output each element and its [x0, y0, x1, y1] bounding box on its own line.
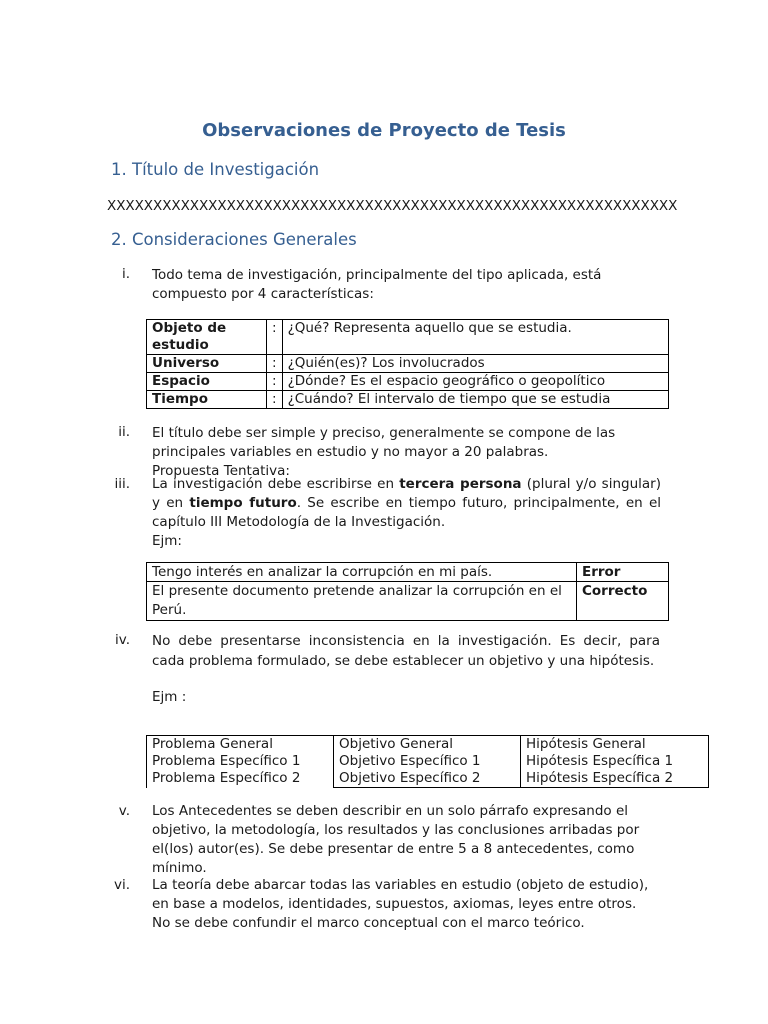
- item-ii-line2: principales variables en estudio y no mayor a 20 palabras.: [152, 444, 549, 460]
- verdict-cell: Correcto: [577, 582, 669, 621]
- item-number: iv.: [115, 632, 130, 648]
- item-iv-text: No debe presentarse inconsistencia en la investigación. Es decir, para cada problema formulado, se debe establecer un objetivo y una hipótesis.: [152, 633, 660, 669]
- table-row: [147, 373, 669, 391]
- item-number: i.: [121, 266, 130, 282]
- text-run: (plural y/o singular) y en: [152, 476, 661, 511]
- table-row: [147, 736, 709, 788]
- emphasis-text: tiempo futuro: [189, 495, 297, 511]
- table-cell: [334, 736, 521, 788]
- item-number: vi.: [113, 877, 130, 893]
- example-label: Ejm:: [152, 533, 182, 549]
- term-cell: Universo: [147, 355, 267, 373]
- objective-cell: Objetivo General: [339, 736, 454, 752]
- objective-cell: Objetivo Específico 2: [339, 770, 481, 786]
- text-run: La investigación debe escribirse en: [152, 476, 400, 492]
- verdict-cell: Error: [577, 563, 669, 582]
- separator-cell: :: [267, 373, 283, 391]
- table-row: [147, 563, 669, 582]
- desc-cell: ¿Dónde? Es el espacio geográfico o geopolítico: [282, 373, 668, 391]
- problem-cell: Problema General: [152, 736, 273, 752]
- item-number: ii.: [118, 424, 130, 440]
- problem-cell: Problema Específico 2: [152, 770, 301, 786]
- item-number: iii.: [114, 476, 130, 492]
- section-heading-consideraciones: 2. Consideraciones Generales: [111, 230, 357, 249]
- item-i-line1: Todo tema de investigación, principalmente del tipo aplicada, está: [152, 267, 602, 283]
- item-ii-text: [152, 424, 672, 481]
- document-title: Observaciones de Proyecto de Tesis: [202, 120, 566, 141]
- item-vi-line1: La teoría debe abarcar todas las variables en estudio (objeto de estudio),: [152, 877, 649, 893]
- term-cell: Objeto de estudio: [147, 320, 267, 355]
- desc-cell: ¿Cuándo? El intervalo de tiempo que se estudia: [282, 391, 668, 409]
- desc-cell: ¿Quién(es)? Los involucrados: [282, 355, 668, 373]
- table-row: [147, 355, 669, 373]
- item-vi-line2: en base a modelos, identidades, supuestos, axiomas, leyes entre otros.: [152, 896, 637, 912]
- item-number: v.: [118, 803, 130, 819]
- title-placeholder: XXXXXXXXXXXXXXXXXXXXXXXXXXXXXXXXXXXXXXXXXXXXXXXXXXXXXXXXXXXXXX: [107, 198, 678, 214]
- item-v-text: Los Antecedentes se deben describir en un solo párrafo expresando el objetivo, la metodología, los resultados y las conclusiones arribadas por el(los) autor(es). Se debe presentar de entre 5 a 8 antecedentes, como mínimo.: [152, 803, 640, 876]
- table-cell: [147, 736, 334, 788]
- hypothesis-cell: Hipótesis Específica 1: [526, 753, 674, 769]
- example-text-cell: Tengo interés en analizar la corrupción en mi país.: [147, 563, 577, 582]
- separator-cell: :: [267, 355, 283, 373]
- problem-cell: Problema Específico 1: [152, 753, 301, 769]
- item-i-text: [152, 266, 672, 304]
- item-i-line2: compuesto por 4 características:: [152, 286, 374, 302]
- section-heading-titulo: 1. Título de Investigación: [111, 160, 320, 179]
- table-cell: [521, 736, 709, 788]
- separator-cell: :: [267, 391, 283, 409]
- term-cell: Espacio: [147, 373, 267, 391]
- separator-cell: :: [267, 320, 283, 355]
- desc-cell: ¿Qué? Representa aquello que se estudia.: [282, 320, 668, 355]
- item-vi-line3: No se debe confundir el marco conceptual con el marco teórico.: [152, 915, 585, 931]
- item-ii-line1: El título debe ser simple y preciso, generalmente se compone de las: [152, 425, 616, 441]
- table-row: [147, 391, 669, 409]
- table-row: [147, 320, 669, 355]
- item-ii-line3: Propuesta Tentativa:: [152, 463, 290, 479]
- objective-cell: Objetivo Específico 1: [339, 753, 481, 769]
- example-label: Ejm :: [152, 689, 187, 705]
- characteristics-table: [146, 319, 669, 409]
- table-row: [147, 582, 669, 621]
- example-text-cell: El presente documento pretende analizar la corrupción en el Perú.: [147, 582, 577, 621]
- text-run: . Se escribe en tiempo futuro, principalmente, en el capítulo III Metodología de la Investigación.: [152, 495, 661, 530]
- item-iii-text: [152, 475, 661, 532]
- hypothesis-cell: Hipótesis Específica 2: [526, 770, 674, 786]
- item-vi-text: [152, 876, 692, 933]
- hypothesis-cell: Hipótesis General: [526, 736, 646, 752]
- term-cell: Tiempo: [147, 391, 267, 409]
- problem-objective-hypothesis-table: [146, 735, 709, 788]
- person-tense-table: [146, 562, 669, 621]
- emphasis-text: tercera persona: [399, 476, 522, 492]
